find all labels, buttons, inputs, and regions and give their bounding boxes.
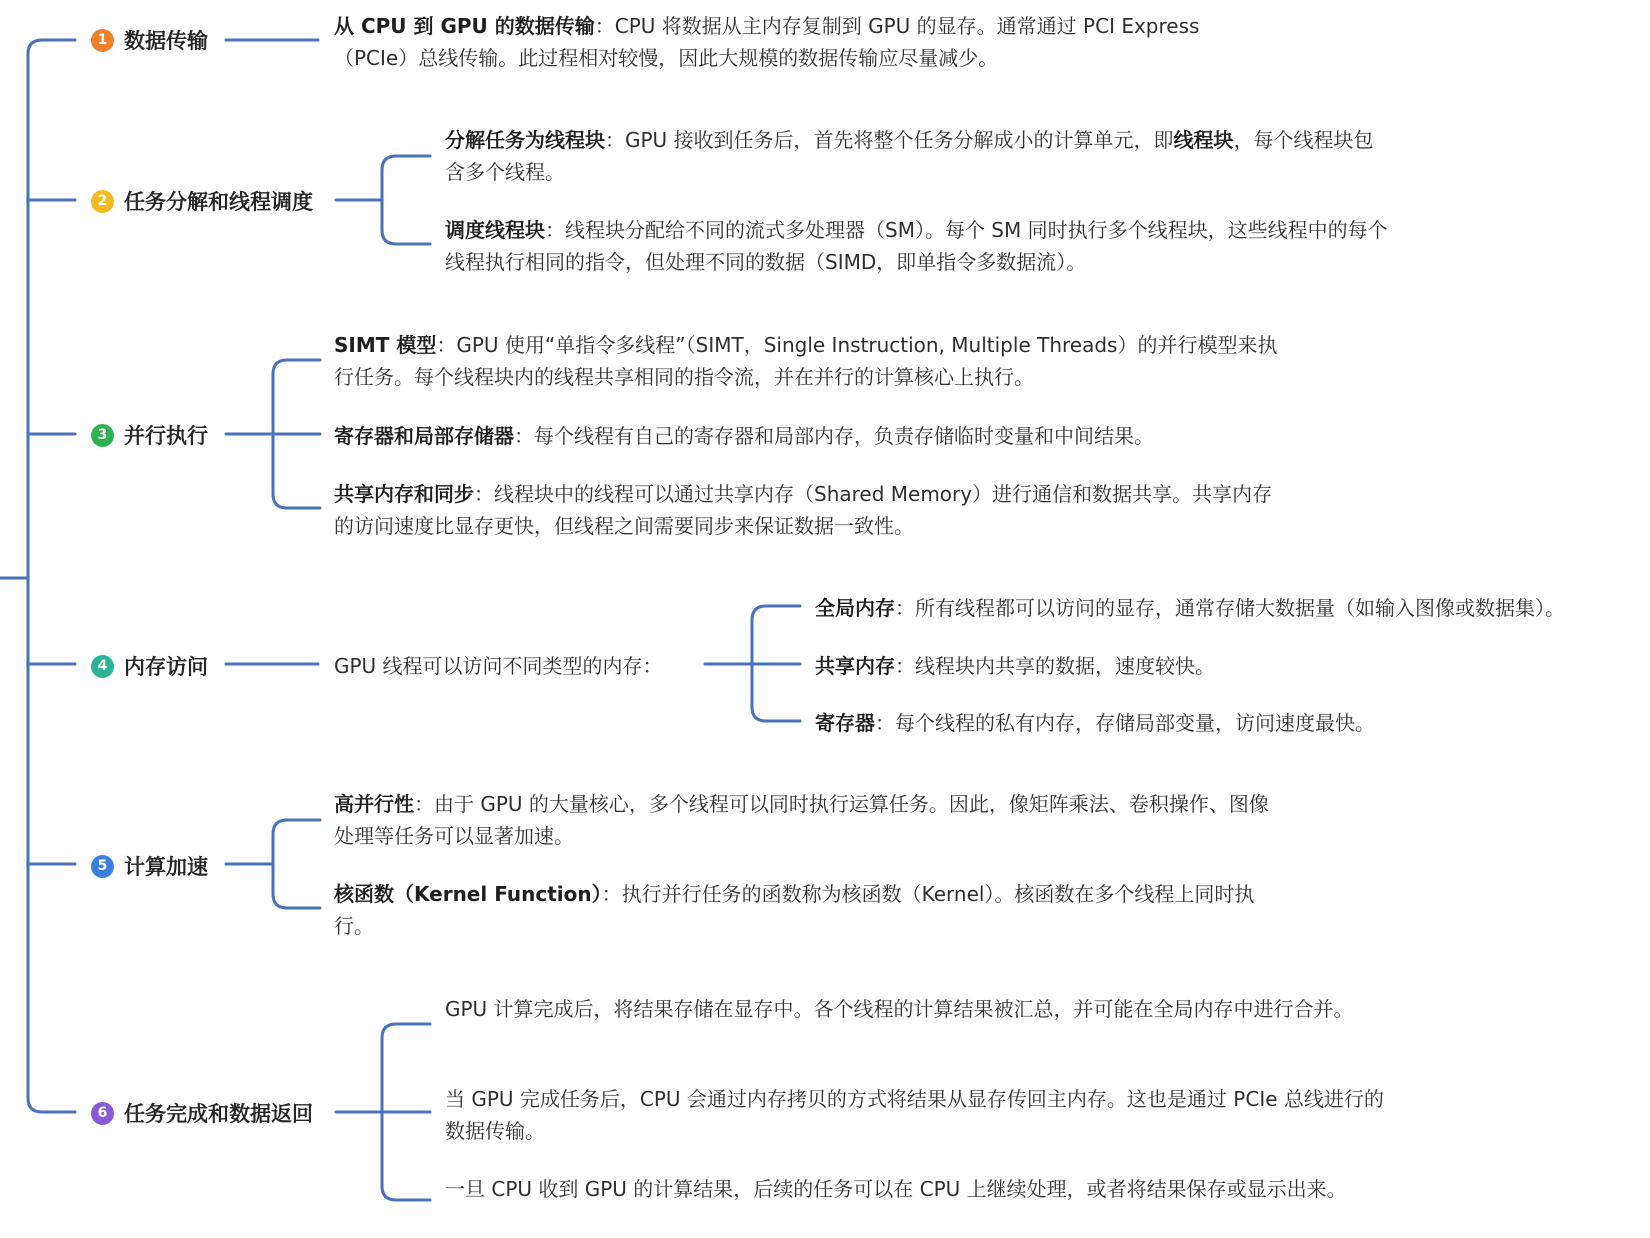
- leaf-text-tail: ，每个线程块包含多个线程。: [445, 128, 1374, 184]
- leaf-term-inline: 线程块: [1173, 128, 1234, 152]
- leaf-term: 分解任务为线程块: [445, 128, 605, 152]
- topic-label: 内存访问: [124, 655, 208, 679]
- leaf-term: 从 CPU 到 GPU 的数据传输: [334, 14, 595, 38]
- topic-task-decomposition: [91, 186, 313, 216]
- leaf-text: ：所有线程都可以访问的显存，通常存储大数据量（如输入图像或数据集）。: [895, 596, 1565, 620]
- leaf-cpu-continues: [445, 1173, 1390, 1205]
- leaf-term: 全局内存: [815, 596, 895, 620]
- leaf-high-parallelism: [334, 788, 1279, 852]
- topic-label: 数据传输: [124, 29, 208, 53]
- topic-2-bracket: [382, 156, 430, 244]
- main-spine-line: [28, 40, 75, 1112]
- leaf-text: GPU 计算完成后，将结果存储在显存中。各个线程的计算结果被汇总，并可能在全局内存中进行合并。: [445, 997, 1354, 1021]
- leaf-shared-memory-sync: [334, 478, 1279, 542]
- topic-number-badge: 3: [91, 424, 114, 447]
- leaf-text: ：线程块中的线程可以通过共享内存（Shared Memory）进行通信和数据共享。共享内存的访问速度比显存更快，但线程之间需要同步来保证数据一致性。: [334, 482, 1273, 538]
- leaf-text: ：GPU 使用“单指令多线程”（SIMT，Single Instruction, Multiple Threads）的并行模型来执行任务。每个线程块内的线程共享相同的指令流，并在并行的计算核心上执行。: [334, 333, 1278, 389]
- leaf-text: ：CPU 将数据从主内存复制到 GPU 的显存。通常通过 PCI Express（PCIe）总线传输。此过程相对较慢，因此大规模的数据传输应尽量减少。: [334, 14, 1200, 70]
- leaf-text: ：GPU 接收到任务后，首先将整个任务分解成小的计算单元，即: [605, 128, 1174, 152]
- topic-label: 并行执行: [124, 424, 208, 448]
- leaf-term: 寄存器: [815, 711, 875, 735]
- leaf-kernel-function: [334, 878, 1279, 942]
- memory-types-intro: GPU 线程可以访问不同类型的内存：: [334, 654, 663, 678]
- leaf-term: 共享内存和同步: [334, 482, 474, 506]
- topic-label: 计算加速: [124, 855, 208, 879]
- topic-4-bracket: [752, 606, 800, 721]
- leaf-text: 当 GPU 完成任务后，CPU 会通过内存拷贝的方式将结果从显存传回主内存。这也是通过 PCIe 总线进行的数据传输。: [445, 1087, 1384, 1143]
- leaf-term: 核函数（Kernel Function）: [334, 882, 602, 906]
- leaf-simt-model: [334, 329, 1279, 393]
- leaf-text: ：每个线程有自己的寄存器和局部内存，负责存储临时变量和中间结果。: [514, 424, 1154, 448]
- leaf-cpu-to-gpu-transfer: [334, 10, 1264, 74]
- topic-number-badge: 4: [91, 655, 114, 678]
- leaf-term: SIMT 模型: [334, 333, 437, 357]
- leaf-shared-memory: [815, 650, 1215, 682]
- topic-number-badge: 1: [91, 29, 114, 52]
- leaf-text: ：每个线程的私有内存，存储局部变量，访问速度最快。: [875, 711, 1375, 735]
- leaf-term: 共享内存: [815, 654, 895, 678]
- topic-3-bracket: [273, 360, 320, 508]
- topic-compute-acceleration: [91, 851, 208, 881]
- leaf-registers-local-memory: [334, 420, 1334, 452]
- leaf-copy-back-to-host: [445, 1083, 1390, 1147]
- leaf-global-memory: [815, 592, 1650, 624]
- leaf-text: ：线程块内共享的数据，速度较快。: [895, 654, 1215, 678]
- leaf-text: ：执行并行任务的函数称为核函数（Kernel）。核函数在多个线程上同时执行。: [334, 882, 1255, 938]
- leaf-split-thread-blocks: [445, 124, 1390, 188]
- topic-data-transfer: [91, 25, 208, 55]
- topic-number-badge: 2: [91, 190, 114, 213]
- leaf-term: 高并行性: [334, 792, 414, 816]
- leaf-schedule-thread-blocks: [445, 214, 1390, 278]
- leaf-text: ：由于 GPU 的大量核心，多个线程可以同时执行运算任务。因此，像矩阵乘法、卷积操作、图像处理等任务可以显著加速。: [334, 792, 1269, 848]
- topic-completion-return: [91, 1098, 313, 1128]
- topic-label: 任务完成和数据返回: [124, 1102, 313, 1126]
- leaf-text: 一旦 CPU 收到 GPU 的计算结果，后续的任务可以在 CPU 上继续处理，或者将结果保存或显示出来。: [445, 1177, 1347, 1201]
- leaf-registers: [815, 707, 1375, 739]
- leaf-term: 寄存器和局部存储器: [334, 424, 514, 448]
- leaf-term: 调度线程块: [445, 218, 545, 242]
- leaf-text: ：线程块分配给不同的流式多处理器（SM）。每个 SM 同时执行多个线程块，这些线程中的每个线程执行相同的指令，但处理不同的数据（SIMD，即单指令多数据流）。: [445, 218, 1388, 274]
- topic-5-bracket: [273, 820, 320, 908]
- topic-number-badge: 6: [91, 1102, 114, 1125]
- topic-number-badge: 5: [91, 855, 114, 878]
- topic-6-bracket: [382, 1024, 430, 1200]
- topic-memory-access: [91, 651, 208, 681]
- leaf-results-stored: [445, 993, 1390, 1025]
- topic-label: 任务分解和线程调度: [124, 190, 313, 214]
- topic-parallel-execution: [91, 420, 208, 450]
